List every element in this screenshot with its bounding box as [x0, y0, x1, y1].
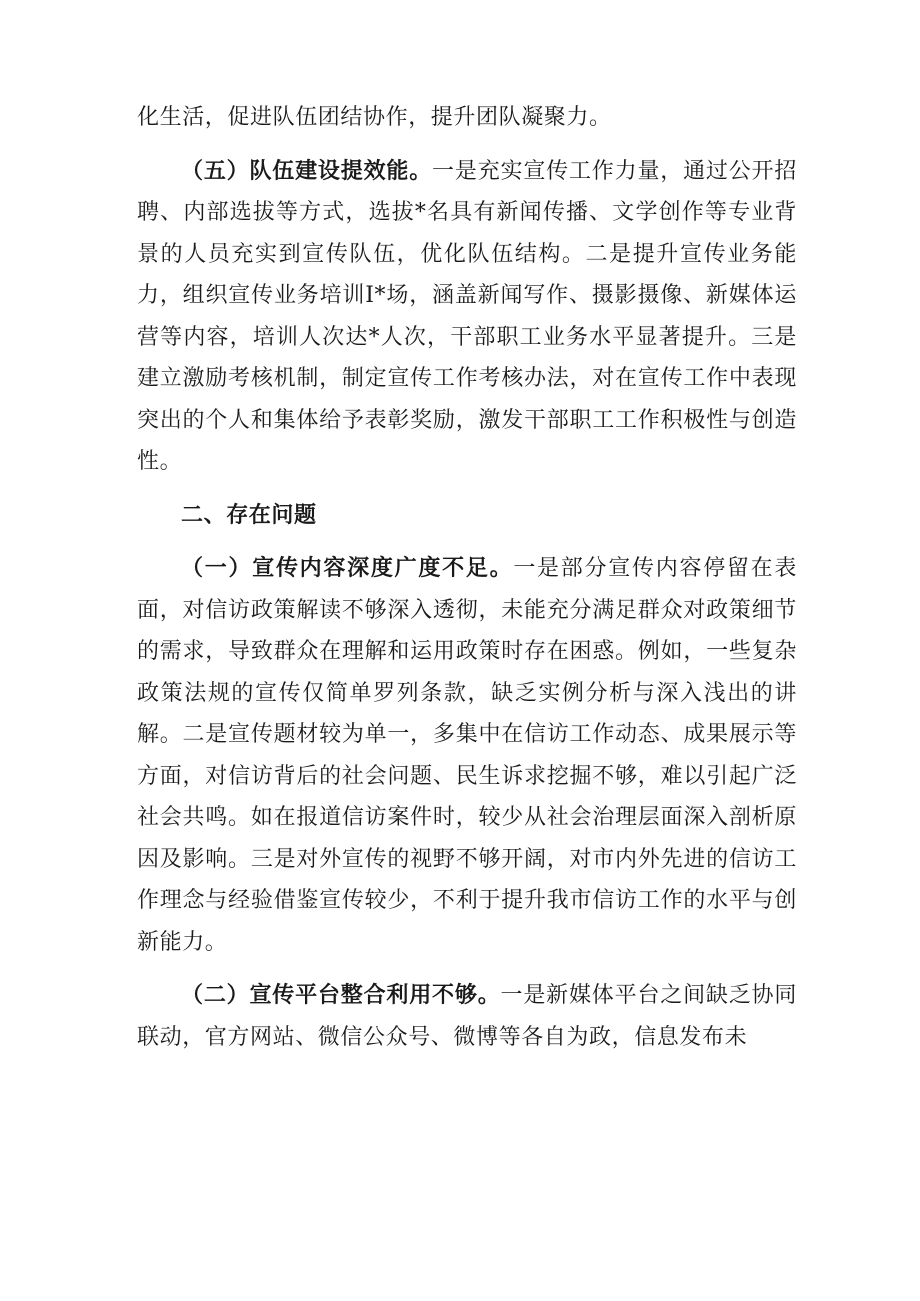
problem-two-paragraph — [137, 975, 797, 1058]
problem-two-lead: （二）宣传平台整合利用不够。 — [181, 983, 501, 1008]
problem-one-paragraph — [137, 548, 797, 963]
section-five-paragraph — [137, 151, 797, 483]
continuation-paragraph — [137, 97, 797, 139]
heading-two-text: 二、存在问题 — [181, 502, 317, 528]
continuation-text: 化生活，促进队伍团结协作，提升团队凝聚力。 — [137, 105, 612, 130]
problem-two-body: 一是新媒体平台之间缺乏协同联动，官方网站、微信公众号、微博等各自为政，信息发布未 — [137, 983, 797, 1050]
section-five-lead: （五）队伍建设提效能。 — [181, 158, 433, 184]
problem-one-lead: （一）宣传内容深度广度不足。 — [181, 556, 514, 581]
section-five-body: 一是充实宣传工作力量，通过公开招聘、内部选拔等方式，选拔*名具有新闻传播、文学创作等专业背景的人员充实到宣传队伍，优化队伍结构。二是提升宣传业务能力，组织宣传业务培训I*场，涵盖新闻写作、摄影摄像、新媒体运营等内容，培训人次达*人次，干部职工业务水平显著提升。三是建立激励考核机制，制定宣传工作考核办法，对在宣传工作中表现突出的个人和集体给予表彰奖励，激发干部职工工作积极性与创造性。 — [137, 158, 797, 474]
section-heading-problems — [137, 495, 797, 537]
problem-one-body: 一是部分宣传内容停留在表面，对信访政策解读不够深入透彻，未能充分满足群众对政策细节的需求，导致群众在理解和运用政策时存在困惑。例如，一些复杂政策法规的宣传仅简单罗列条款，缺乏实例分析与深入浅出的讲解。二是宣传题材较为单一，多集中在信访工作动态、成果展示等方面，对信访背后的社会问题、民生诉求挖掘不够，难以引起广泛社会共鸣。如在报道信访案件时，较少从社会治理层面深入剖析原因及影响。三是对外宣传的视野不够开阔，对市内外先进的信访工作理念与经验借鉴宣传较少，不利于提升我市信访工作的水平与创新能力。 — [137, 556, 798, 955]
document-body — [137, 97, 797, 1058]
